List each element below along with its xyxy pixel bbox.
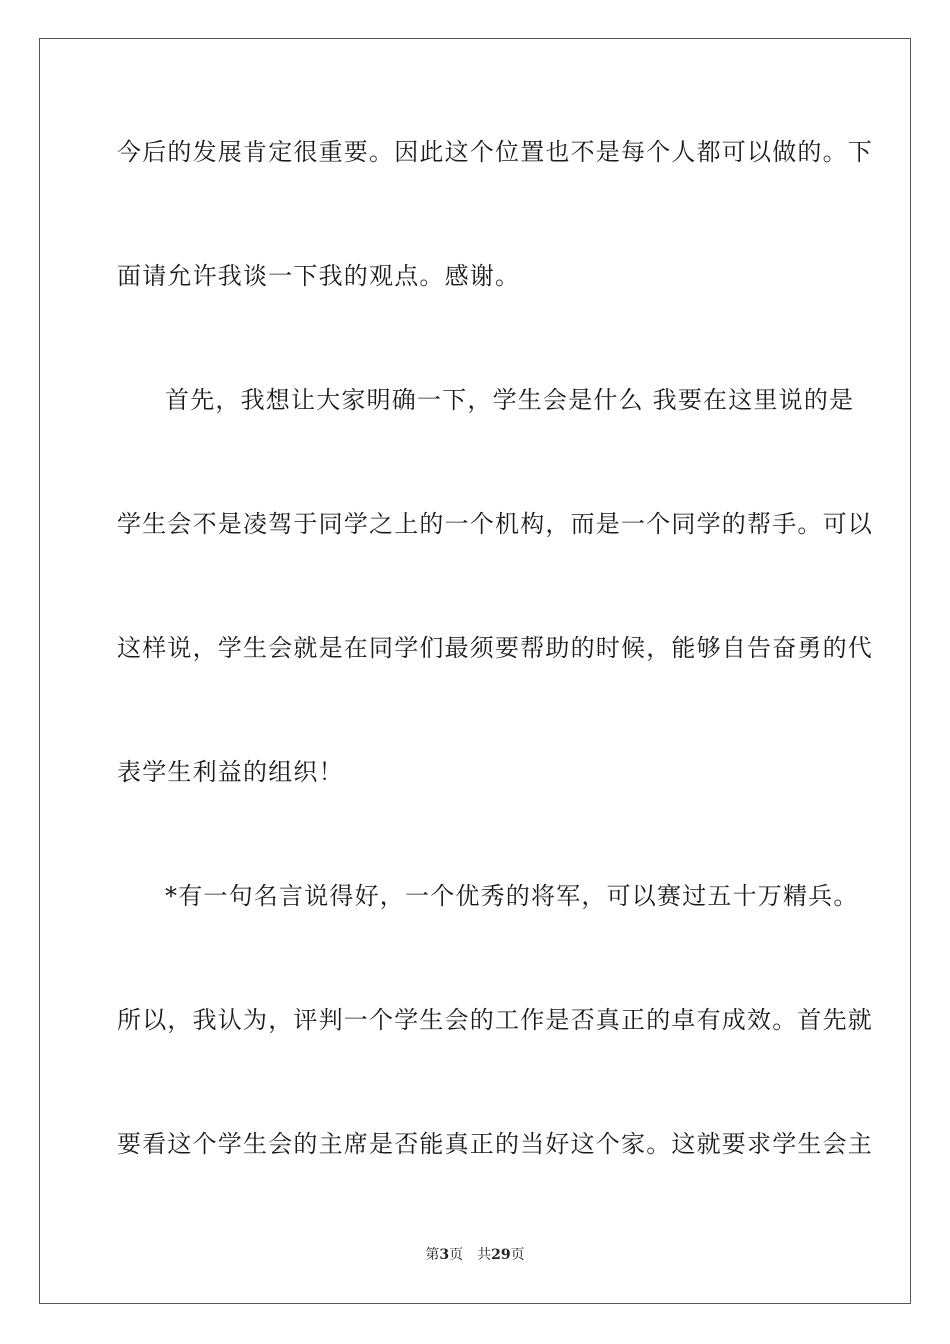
page-footer bbox=[0, 1246, 950, 1264]
body-text-line-4: 学生会不是凌驾于同学之上的一个机构，而是一个同学的帮手。可以 bbox=[117, 510, 873, 538]
total-prefix: 共 bbox=[477, 1247, 492, 1263]
page-prefix: 第 bbox=[425, 1247, 440, 1263]
body-text-line-9: 要看这个学生会的主席是否能真正的当好这个家。这就要求学生会主 bbox=[117, 1130, 873, 1158]
total-suffix: 页 bbox=[510, 1247, 525, 1263]
body-text-line-1: 今后的发展肯定很重要。因此这个位置也不是每个人都可以做的。下 bbox=[117, 138, 873, 166]
total-pages: 29 bbox=[491, 1247, 511, 1263]
page-suffix: 页 bbox=[449, 1247, 464, 1263]
body-text-line-8: 所以，我认为，评判一个学生会的工作是否真正的卓有成效。首先就 bbox=[117, 1006, 873, 1034]
body-text-line-7: *有一句名言说得好，一个优秀的将军，可以赛过五十万精兵。 bbox=[165, 882, 859, 910]
body-text-line-3: 首先，我想让大家明确一下，学生会是什么 我要在这里说的是 bbox=[165, 386, 855, 414]
body-text-line-2: 面请允许我谈一下我的观点。感谢。 bbox=[117, 262, 521, 290]
page-number: 3 bbox=[439, 1247, 450, 1263]
body-text-line-6: 表学生利益的组织！ bbox=[117, 758, 344, 786]
body-text-line-5: 这样说，学生会就是在同学们最须要帮助的时候，能够自告奋勇的代 bbox=[117, 634, 873, 662]
page-border bbox=[39, 38, 911, 1304]
